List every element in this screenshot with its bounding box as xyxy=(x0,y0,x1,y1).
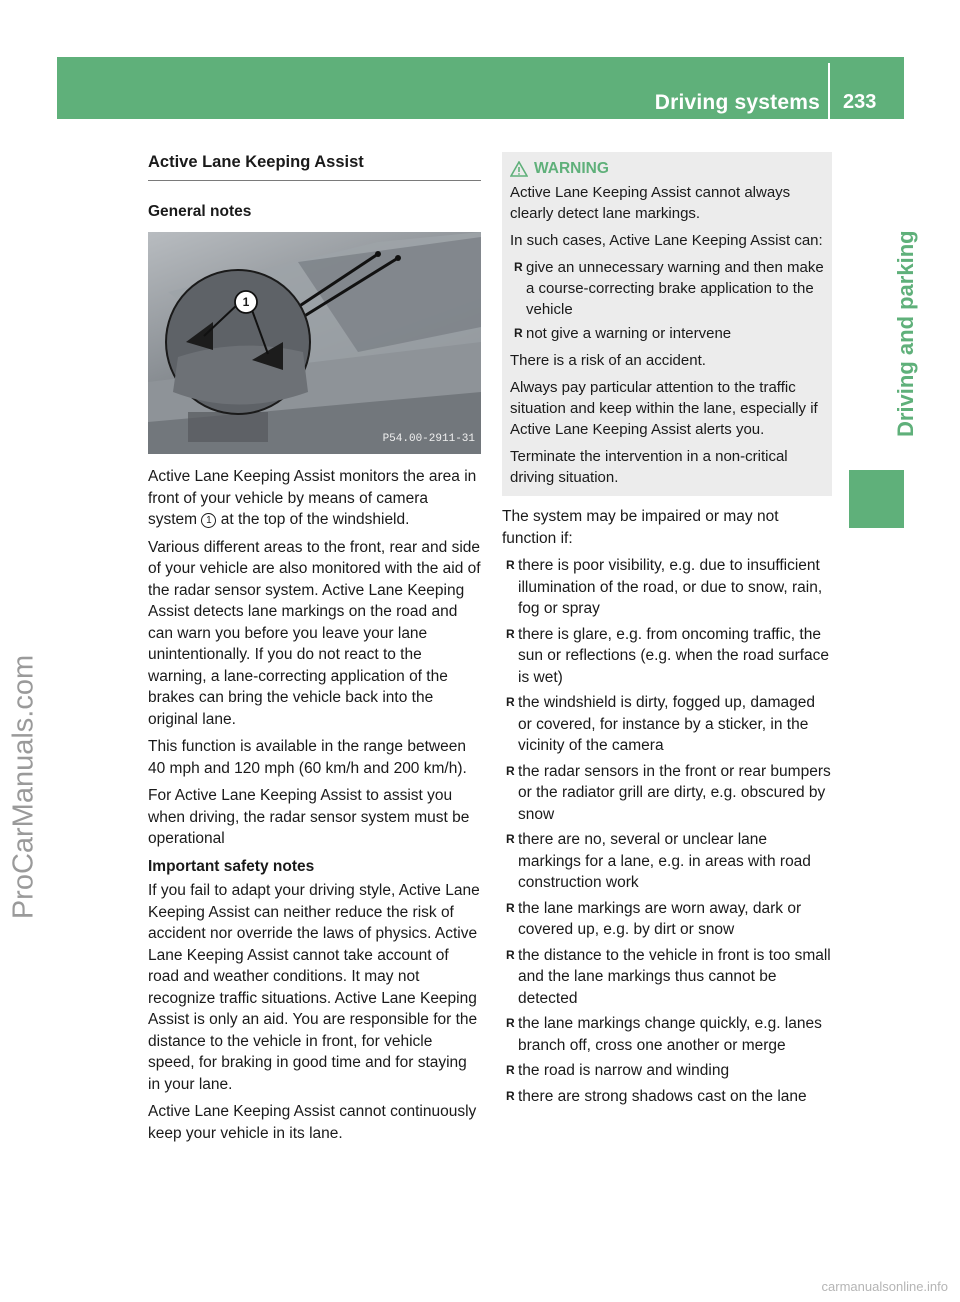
callout-1-icon: 1 xyxy=(201,513,216,528)
list-item-text: not give a warning or intervene xyxy=(526,325,732,342)
bullet-marker: R xyxy=(506,1016,515,1030)
paragraph-continuous: Active Lane Keeping Assist cannot continuously keep your vehicle in its lane. xyxy=(148,1103,477,1142)
list-item xyxy=(510,257,826,320)
list-item-text: there are no, several or unclear lane markings for a lane, e.g. in areas with road construction work xyxy=(518,831,811,891)
list-item xyxy=(510,323,826,344)
figure-illustration xyxy=(148,232,481,454)
list-item xyxy=(502,1060,832,1082)
list-item-text: the road is narrow and winding xyxy=(518,1062,730,1079)
warning-list xyxy=(510,257,826,344)
figure-callout-1: 1 xyxy=(242,295,250,309)
warning-title: WARNING xyxy=(534,160,609,177)
header-bar xyxy=(57,57,904,119)
list-item xyxy=(502,761,832,826)
subsection-title: General notes xyxy=(148,202,252,220)
chapter-title: Driving systems xyxy=(654,91,820,114)
list-item-text: give an unnecessary warning and then make a course-correcting brake application to the vehicle xyxy=(526,259,824,318)
paragraph-operational: For Active Lane Keeping Assist to assist you when driving, the radar sensor system must be operational xyxy=(148,787,470,847)
paragraph-speed-range: This function is available in the range between 40 mph and 120 mph (60 km/h and 200 km/h). xyxy=(148,738,467,777)
bullet-marker: R xyxy=(506,1063,515,1077)
list-item xyxy=(502,829,832,894)
bullet-marker: R xyxy=(506,763,515,778)
paragraph-monitoring-part2: at the top of the windshield. xyxy=(220,511,410,528)
warning-heading xyxy=(510,158,826,179)
header-divider xyxy=(828,63,830,119)
list-item-text: the radar sensors in the front or rear bumpers or the radiator grill are dirty, e.g. obscured by snow xyxy=(518,762,831,823)
list-item xyxy=(502,898,832,941)
camera-figure xyxy=(148,232,481,454)
bullet-marker: R xyxy=(506,695,515,709)
warning-box xyxy=(502,152,832,496)
section-title: Active Lane Keeping Assist xyxy=(148,152,481,181)
list-item xyxy=(502,555,832,620)
side-tab-label: Driving and parking xyxy=(893,230,918,437)
bullet-marker: R xyxy=(506,832,515,846)
list-item-text: the lane markings are worn away, dark or covered up, e.g. by dirt or snow xyxy=(518,899,802,938)
paragraph-safety: If you fail to adapt your driving style, Active Lane Keeping Assist can neither reduce the risk of accident nor override the laws of physics. Active Lane Keeping Assist cannot take account of road and weather conditions. It may not recognize traffic situations. Active Lane Keeping Assist is only an aid. You are responsible for the distance to the vehicle in front, for vehicle speed, for braking in good time and for staying in your lane. xyxy=(148,882,480,1093)
list-item xyxy=(502,1013,832,1056)
list-item-text: the lane markings change quickly, e.g. lanes branch off, cross one another or merge xyxy=(518,1015,822,1054)
safety-notes-title: Important safety notes xyxy=(148,857,315,875)
list-item xyxy=(502,692,832,757)
warning-p4: Always pay particular attention to the traffic situation and keep within the lane, especially if Active Lane Keeping Assist alerts you. xyxy=(510,379,818,438)
paragraph-monitoring-part1: Active Lane Keeping Assist monitors the area in front of your vehicle by means of camera system xyxy=(148,468,477,528)
bullet-marker: R xyxy=(506,558,515,572)
bullet-marker: R xyxy=(506,626,515,641)
warning-p3: There is a risk of an accident. xyxy=(510,352,706,369)
bullet-marker: R xyxy=(506,1088,515,1103)
list-item-text: there is glare, e.g. from oncoming traffic, the sun or reflections (e.g. when the road surface is wet) xyxy=(518,625,830,686)
side-tab-block xyxy=(849,470,904,528)
list-item xyxy=(502,945,832,1010)
bullet-marker: R xyxy=(514,326,523,340)
warning-p5: Terminate the intervention in a non-critical driving situation. xyxy=(510,448,788,486)
list-item-text: the windshield is dirty, fogged up, damaged or covered, for instance by a sticker, in the vicinity of the camera xyxy=(518,694,815,754)
list-item-text: the distance to the vehicle in front is too small and the lane markings thus cannot be detected xyxy=(518,946,831,1007)
warning-triangle-icon xyxy=(510,161,528,177)
bullet-marker: R xyxy=(506,947,515,962)
warning-p1: Active Lane Keeping Assist cannot always clearly detect lane markings. xyxy=(510,184,791,222)
right-column xyxy=(502,152,832,1113)
left-column xyxy=(148,152,481,1150)
bullet-marker: R xyxy=(514,260,523,274)
list-item xyxy=(502,1086,832,1108)
impairment-intro: The system may be impaired or may not function if: xyxy=(502,508,779,547)
paragraph-radar: Various different areas to the front, rear and side of your vehicle are also monitored with the aid of the radar sensor system. Active Lane Keeping Assist detects lane markings on the road and can warn you before you leave your lane unintentionally. If you do not react to the warning, a lane-correcting application of the brakes can bring the vehicle back into the original lane. xyxy=(148,538,481,728)
figure-code: P54.00-2911-31 xyxy=(382,432,475,445)
warning-p2: In such cases, Active Lane Keeping Assist can: xyxy=(510,232,823,249)
bullet-marker: R xyxy=(506,900,515,915)
side-watermark: ProCarManuals.com xyxy=(7,654,40,920)
impairment-list xyxy=(502,555,832,1107)
footer-watermark: carmanualsonline.info xyxy=(821,1279,948,1294)
list-item-text: there is poor visibility, e.g. due to insufficient illumination of the road, or due to snow, rain, fog or spray xyxy=(518,557,823,617)
page-number: 233 xyxy=(843,91,877,113)
list-item xyxy=(502,624,832,689)
paragraph-monitoring xyxy=(148,466,481,531)
list-item-text: there are strong shadows cast on the lane xyxy=(518,1087,807,1105)
